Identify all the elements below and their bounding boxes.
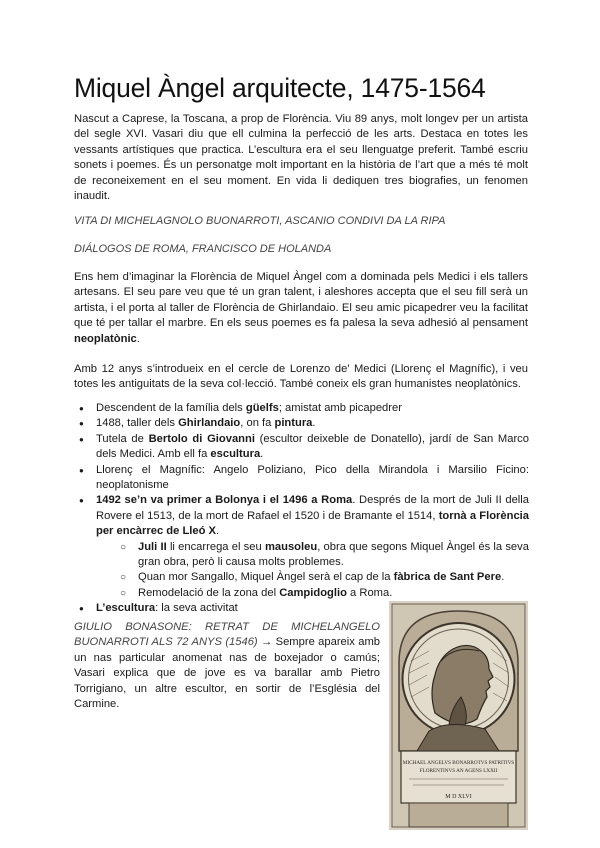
- source-condivi: VITA DI MICHELAGNOLO BUONARROTI, ASCANIO CONDIVI DA LA RIPA: [74, 215, 446, 227]
- page-title: Miquel Àngel arquitecte, 1475-1564: [74, 73, 486, 103]
- text: (escultor deixeble de Donatello), jardí de San Marco dels Medici. Amb ell fa: [96, 432, 530, 461]
- list-item: [74, 493, 529, 601]
- source-holanda: DIÁLOGOS DE ROMA, FRANCISCO DE HOLANDA: [74, 243, 332, 255]
- text: 1488, taller dels: [96, 417, 179, 430]
- text: . Després de la mort de Juli II della Rovere el 1513, de la mort de Rafael el 1520 i de Bramante el 1514,: [96, 494, 529, 522]
- text: , on fa: [240, 417, 275, 430]
- text: .: [501, 571, 505, 584]
- bold-text: Campidoglio: [279, 586, 347, 599]
- text: , obra que segons Miquel Àngel és la seva gran obra, però li causa molts problemes.: [138, 540, 529, 569]
- bold-text: güelfs: [245, 402, 279, 414]
- medici-paragraph: Amb 12 anys s’introdueix en el cercle de Lorenzo de’ Medici (Llorenç el Magnífic), i veu totes les antiguitats de la seva col·lecció. També coneix els gran humanistes neoplatònics.: [74, 363, 528, 391]
- caption-text: → Sempre apareix amb un nas particular anomenat nas de boxejador o camús; Vasari explica que de jove es va barallar amb Pietro Torrigiano, un altre escultor, en sortir de l’Església del Carmine.: [74, 636, 380, 711]
- bold-text: 1492 se’n va primer a Bolonya i el 1496 a Roma: [96, 494, 353, 507]
- inscription-year: M D XLVI: [445, 794, 472, 800]
- text: .: [136, 332, 140, 345]
- sub-list-item: [120, 586, 529, 601]
- bold-text: mausoleu: [264, 540, 318, 553]
- text: Quan mor Sangallo, Miquel Àngel serà el cap de la: [138, 571, 394, 584]
- caption-title: GIULIO BONASONE: RETRAT DE MICHELANGELO BUONARROTI ALS 72 ANYS (1546): [74, 621, 380, 649]
- text: .: [312, 417, 316, 430]
- list-item: [74, 416, 529, 431]
- text: .: [260, 448, 264, 461]
- michelangelo-portrait-engraving: [389, 601, 528, 830]
- list-item: ● Llorenç el Magnífic: Angelo Poliziano, Pico della Mirandola i Marsilio Ficino: neoplatonisme: [74, 463, 529, 494]
- text: .: [216, 525, 220, 538]
- text: Tutela de: [96, 432, 149, 445]
- bold-text: fàbrica de Sant Pere: [393, 571, 502, 584]
- bold-text: escultura: [210, 448, 261, 461]
- text: Ens hem d’imaginar la Florència de Miquel Àngel com a dominada pels Medici i els tallers artesans. El seu pare veu que té un gran talent, i aleshores accepta que el seu fill serà un artista, i el porta al taller de Florència de Ghirlandaio. El seu amic picapedrer veu la facilitat que té per tallar el marbre. En els seus poemes es fa palesa la seva adhesió al pensament: [74, 271, 528, 330]
- biography-list: [74, 401, 529, 617]
- sub-list: [96, 540, 529, 602]
- list-item: [74, 401, 529, 416]
- list-item: [74, 432, 529, 463]
- text: Remodelació de la zona del: [138, 586, 280, 599]
- bold-text: L’escultura: [96, 602, 156, 615]
- intro-paragraph: Nascut a Caprese, la Toscana, a prop de Florència. Viu 89 anys, molt longev per un artista del segle XVI. Vasari diu que ell culmina la perfecció de les arts. Destaca en totes les vessants artístiques que practica. L’escultura era el seu llenguatge preferit. També escriu sonets i poemes. És un personatge molt important en la història de l’art que a més té molt de reconeixement en el seu moment. En vida li dediquen tres biografies, un fenomen inaudit.: [74, 113, 528, 203]
- text: ; amistat amb picapedrer: [278, 402, 402, 414]
- text: : la seva activitat: [155, 602, 238, 615]
- sub-list-item: [120, 540, 529, 571]
- bold-text: Juli II: [138, 540, 167, 553]
- bold-text: neoplatònic: [74, 332, 137, 345]
- bold-text: tornà a Florència per encàrrec de Lleó X: [96, 509, 529, 538]
- text: Descendent de la família dels: [96, 402, 246, 414]
- text: li encarrega el seu: [166, 540, 265, 553]
- bold-text: Ghirlandaio: [178, 417, 241, 430]
- inscription-line-2: FLORENTINVS AN AGENS LXXII: [419, 768, 498, 774]
- inscription-line-1: MICHAEL ANGELVS BONARROTVS PATRITIVS: [402, 760, 515, 766]
- bold-text: pintura: [274, 417, 313, 430]
- text: a Roma.: [346, 586, 393, 599]
- portrait-caption: [74, 620, 380, 712]
- sub-list-item: [120, 570, 529, 585]
- florence-paragraph: [74, 270, 528, 347]
- bold-text: Bertolo di Giovanni: [148, 432, 255, 445]
